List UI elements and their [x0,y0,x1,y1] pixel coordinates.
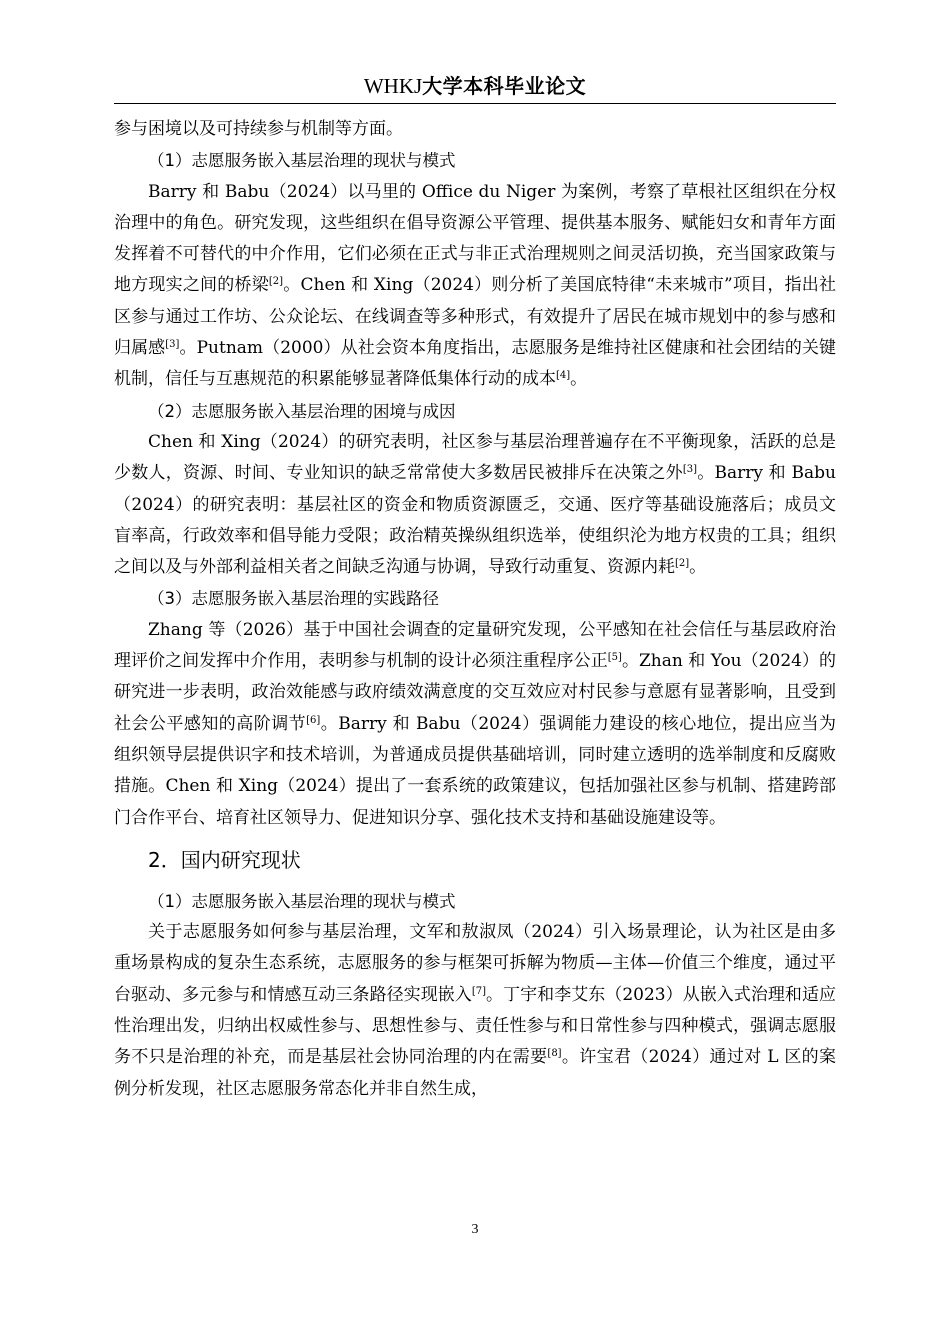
subheading-1: （1）志愿服务嵌入基层治理的现状与模式 [148,151,456,171]
header-latin: WHKJ [363,74,423,98]
citation: [2] [268,276,284,288]
citation: [6] [306,714,321,726]
subheading-2: （2）志愿服务嵌入基层治理的困境与成因 [148,401,456,421]
page-body [114,114,836,1105]
header-rule [114,103,836,104]
subheading-3: （3）志愿服务嵌入基层治理的实践路径 [148,589,439,609]
paragraph-international-dilemma: Chen 和 Xing（2024）的研究表明，社区参与基层治理普遍存在不平衡现象，活跃的总是少数人，资源、时间、专业知识的缺乏常常使大多数居民被排斥在决策之外[3]。Barry 和 Babu（2024）的研究表明：基层社区的资金和物质资源匮乏，交通、医疗等基础设施落后；成员文盲率高，行政效率和倡导能力受限；政治精英操纵组织选举，使组织沦为地方权贵的工具；组织之间以及与外部利益相关者之间缺乏沟通与协调，导致行动重复、资源内耗[2]。 [114,431,836,578]
section-heading-domestic: 2．国内研究现状 [148,847,301,872]
header-title: 大学本科毕业论文 [422,74,587,98]
citation: [5] [607,652,622,664]
page-number: 3 [471,1222,479,1237]
citation: [2] [675,558,690,570]
subheading-4: （1）志愿服务嵌入基层治理的现状与模式 [148,891,456,911]
citation: [4] [556,370,571,382]
citation: [7] [471,985,486,997]
paragraph-continuation: 参与困境以及可持续参与机制等方面。 [114,119,403,139]
citation: [8] [547,1048,562,1060]
paragraph-international-status: Barry 和 Babu（2024）以马里的 Office du Niger 为案例，考察了草根社区组织在分权治理中的角色。研究发现，这些组织在倡导资源公平管理、提供基本服务、赋能妇女和青年方面发挥着不可替代的中介作用，它们必须在正式与非正式治理规则之间灵活切换，充当国家政策与地方现实之间的桥梁[2]。Chen 和 Xing（2024）则分析了美国底特律“未来城市”项目，指出社区参与通过工作坊、公众论坛、在线调查等多种形式，有效提升了居民在城市规划中的参与感和归属感[3]。Putnam（2000）从社会资本角度指出，志愿服务是维持社区健康和社会团结的关键机制，信任与互惠规范的积累能够显著降低集体行动的成本[4]。 [114,181,837,390]
paragraph-international-path: Zhang 等（2026）基于中国社会调查的定量研究发现，公平感知在社会信任与基层政府治理评价之间发挥中介作用，表明参与机制的设计必须注重程序公正[5]。Zhan 和 You（2024）的研究进一步表明，政治效能感与政府绩效满意度的交互效应对村民参与意愿有显著影响，且受到社会公平感知的高阶调节[6]。Barry 和 Babu（2024）强调能力建设的核心地位，提出应当为组织领导层提供识字和技术培训，为普通成员提供基础培训，同时建立透明的选举制度和反腐败措施。Chen 和 Xing（2024）提出了一套系统的政策建议，包括加强社区参与机制、搭建跨部门合作平台、培育社区领导力、促进知识分享、强化技术支持和基础设施建设等。 [114,619,837,828]
citation: [3] [165,339,180,351]
citation: [3] [682,464,698,476]
running-header [0,72,950,100]
paragraph-domestic-status: 关于志愿服务如何参与基层治理，文军和敖淑凤（2024）引入场景理论，认为社区是由多重场景构成的复杂生态系统，志愿服务的参与框架可拆解为物质—主体—价值三个维度，通过平台驱动、多元参与和情感互动三条路径实现嵌入[7]。丁宇和李艾东（2023）从嵌入式治理和适应性治理出发，归纳出权威性参与、思想性参与、责任性参与和日常性参与四种模式，强调志愿服务不只是治理的补充，而是基层社会协同治理的内在需要[8]。许宝君（2024）通过对 L 区的案例分析发现，社区志愿服务常态化并非自然生成， [114,922,837,1099]
